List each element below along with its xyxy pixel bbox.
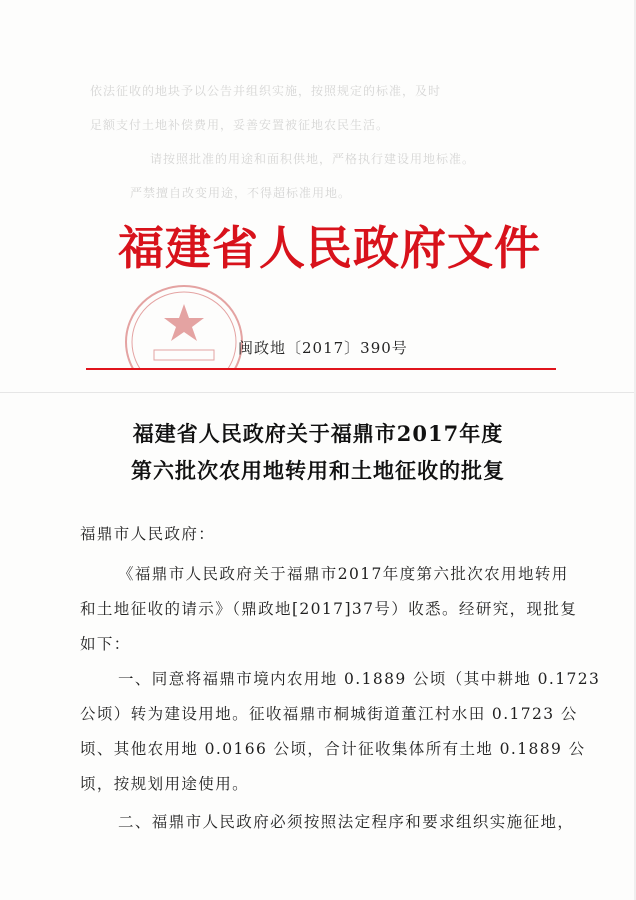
document-number: 闽政地〔2017〕390号: [238, 339, 408, 357]
bleed-through-text: 请按照批准的用途和面积供地，严格执行建设用地标准。: [150, 152, 476, 166]
bleed-through-text: 依法征收的地块予以公告并组织实施，按照规定的标准，及时: [90, 84, 442, 98]
document-title-line-1: 福建省人民政府关于福鼎市2017年度: [132, 421, 504, 446]
official-seal-icon: [118, 272, 250, 368]
document-header-title: 福建省人民政府文件: [118, 221, 541, 275]
paragraph-line: 如下：: [80, 635, 131, 653]
paragraph-line: 顷、其他农用地 0.0166 公顷，合计征收集体所有土地 0.1889 公: [80, 740, 586, 758]
salutation: 福鼎市人民政府：: [80, 525, 216, 543]
paragraph-line: 一、同意将福鼎市境内农用地 0.1889 公顷（其中耕地 0.1723: [118, 670, 601, 688]
header-red-rule: [86, 368, 556, 370]
bleed-through-text: 足额支付土地补偿费用，妥善安置被征地农民生活。: [90, 118, 390, 132]
paragraph-line: 顷，按规划用途使用。: [80, 775, 250, 793]
bleed-through-text: 严禁擅自改变用途，不得超标准用地。: [130, 186, 352, 200]
paragraph-line: 《福鼎市人民政府关于福鼎市2017年度第六批次农用地转用: [118, 565, 569, 583]
paragraph-line: 公顷）转为建设用地。征收福鼎市桐城街道董江村水田 0.1723 公: [80, 705, 578, 723]
page-fold-line: [0, 392, 636, 393]
paragraph-line: 和土地征收的请示》（鼎政地[2017]37号）收悉。经研究，现批复: [80, 600, 578, 618]
document-title-line-2: 第六批次农用地转用和土地征收的批复: [131, 458, 505, 483]
paragraph-line: 二、福鼎市人民政府必须按照法定程序和要求组织实施征地，: [118, 813, 575, 831]
